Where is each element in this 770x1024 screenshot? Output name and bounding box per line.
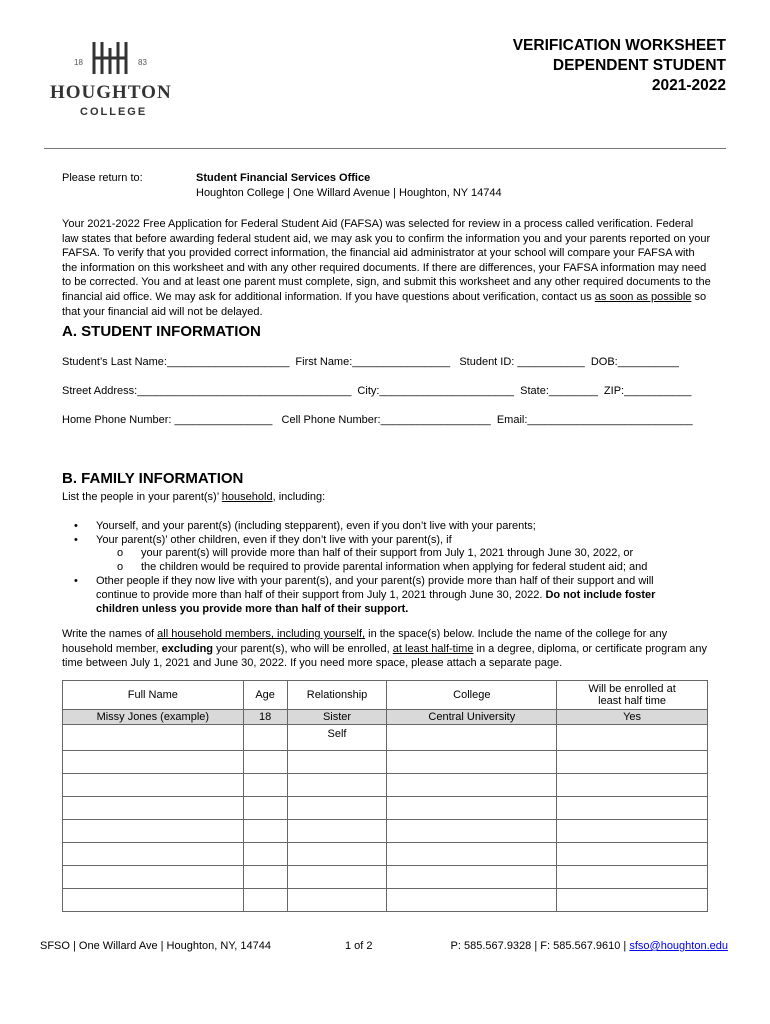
table-row[interactable] (63, 843, 708, 866)
table-row[interactable] (63, 774, 708, 797)
table-row[interactable] (63, 820, 708, 843)
logo-name: HOUGHTON (50, 82, 172, 103)
table-cell[interactable] (287, 889, 387, 912)
sub-bullet-icon: o (117, 561, 124, 573)
table-example-row (63, 710, 708, 725)
bullet-3-line-2: continue to provide more than half of their support from July 1, 2021 through June 30, 2022. (96, 589, 546, 601)
table-cell[interactable] (557, 866, 708, 889)
table-row[interactable] (63, 866, 708, 889)
table-cell[interactable] (243, 797, 287, 820)
write-bold: excluding (161, 642, 214, 655)
title-line-3: 2021-2022 (651, 77, 726, 94)
self-name-cell[interactable] (63, 725, 244, 751)
table-cell[interactable] (63, 820, 244, 843)
worksheet-title (513, 36, 726, 96)
table-cell[interactable] (243, 774, 287, 797)
table-cell[interactable] (287, 751, 387, 774)
footer-phone-fax: P: 585.567.9328 | F: 585.567.9610 | (450, 940, 630, 952)
table-cell[interactable] (287, 774, 387, 797)
list-intro-end: , including: (272, 491, 326, 503)
bullet-1: Yourself, and your parent(s) (including stepparent), even if you don’t live with your parents; (96, 520, 536, 532)
header-college: College (387, 681, 557, 710)
table-cell[interactable] (557, 751, 708, 774)
sub-bullet-1: your parent(s) will provide more than half of their support from July 1, 2021 through June 30, 2022, or (141, 547, 634, 559)
table-cell[interactable] (287, 866, 387, 889)
table-cell[interactable] (63, 866, 244, 889)
logo-year-right: 83 (138, 58, 147, 67)
table-row[interactable] (63, 797, 708, 820)
table-row[interactable] (63, 889, 708, 912)
bullet-3-line-1: Other people if they now live with your parent(s), and your parent(s) provide more than half of their support and will (96, 575, 654, 587)
houghton-logo-mark-icon (48, 40, 178, 80)
section-b-heading: B. FAMILY INFORMATION (62, 470, 244, 487)
household-table (62, 680, 708, 912)
table-cell[interactable] (387, 797, 557, 820)
table-cell[interactable] (387, 843, 557, 866)
table-cell[interactable] (243, 820, 287, 843)
sub-bullet-2: the children would be required to provide parental information when applying for federal student aid; and (141, 561, 648, 573)
table-cell[interactable] (243, 866, 287, 889)
table-cell[interactable] (63, 774, 244, 797)
header-relationship: Relationship (287, 681, 387, 710)
header-divider (44, 148, 726, 149)
header-enrolled-text: Will be enrolled at least half time (588, 683, 676, 707)
return-address: Houghton College | One Willard Avenue | Houghton, NY 14744 (196, 187, 502, 199)
bullet-2: Your parent(s)’ other children, even if they don’t live with your parent(s), if (96, 534, 452, 546)
footer-address: SFSO | One Willard Ave | Houghton, NY, 14744 (40, 940, 271, 952)
table-cell[interactable] (63, 843, 244, 866)
student-address-line[interactable]: Street Address:___________________________________ City:______________________ State:________ ZIP:___________ (62, 385, 692, 397)
example-relationship: Sister (287, 710, 387, 725)
intro-text-end: so that your financial aid will not be delayed. (62, 290, 707, 318)
table-cell[interactable] (557, 797, 708, 820)
student-contact-line[interactable]: Home Phone Number: ________________ Cell Phone Number:__________________ Email:___________________________ (62, 414, 693, 426)
table-cell[interactable] (557, 843, 708, 866)
intro-paragraph (62, 217, 712, 319)
example-college: Central University (387, 710, 557, 725)
title-line-1: VERIFICATION WORKSHEET (512, 37, 726, 54)
bullet-icon: • (74, 534, 78, 546)
self-age-cell[interactable] (243, 725, 287, 751)
footer-page-number: 1 of 2 (345, 940, 373, 952)
household-list-intro (62, 491, 325, 503)
title-line-2: DEPENDENT STUDENT (552, 57, 726, 74)
table-cell[interactable] (63, 797, 244, 820)
write-text-1: Write the names of (62, 628, 158, 640)
table-cell[interactable] (387, 751, 557, 774)
logo-college: COLLEGE (80, 106, 148, 118)
bullet-3 (96, 574, 696, 616)
write-underline-1: all household members, including yourself, (157, 628, 366, 640)
table-cell[interactable] (243, 843, 287, 866)
header-full-name: Full Name (63, 681, 244, 710)
table-cell[interactable] (63, 751, 244, 774)
table-cell[interactable] (243, 889, 287, 912)
list-intro-underlined: household (221, 491, 273, 503)
table-cell[interactable] (387, 774, 557, 797)
table-cell[interactable] (287, 797, 387, 820)
return-label: Please return to: (62, 172, 143, 184)
table-cell[interactable] (387, 866, 557, 889)
example-age: 18 (243, 710, 287, 725)
section-a-heading: A. STUDENT INFORMATION (62, 323, 261, 340)
sub-bullet-icon: o (117, 547, 124, 559)
table-cell[interactable] (243, 751, 287, 774)
write-underline-2: at least half-time (392, 642, 474, 655)
table-cell[interactable] (387, 820, 557, 843)
student-name-line[interactable]: Student’s Last Name:____________________ First Name:________________ Student ID: ___________ DOB:__________ (62, 356, 679, 368)
table-cell[interactable] (557, 820, 708, 843)
table-row[interactable] (63, 725, 708, 751)
write-text-4: in a degree, diploma, or certificate program any time between July 1, 2021 and June 30, 2022. If you need more space, please attach a separate page. (62, 642, 708, 669)
houghton-college-logo (48, 40, 178, 124)
table-header-row (63, 681, 708, 710)
self-enrolled-cell[interactable] (557, 725, 708, 751)
example-name: Missy Jones (example) (63, 710, 244, 725)
bullet-icon: • (74, 575, 78, 587)
header-enrolled (557, 681, 708, 710)
self-relationship-cell: Self (287, 725, 387, 751)
intro-underlined: as soon as possible (594, 290, 692, 303)
table-cell[interactable] (387, 889, 557, 912)
intro-text: Your 2021-2022 Free Application for Federal Student Aid (FAFSA) was selected for review in a process called verification. Federal law states that before awarding federal student aid, we may ask you to confirm the information you and your parents reported on your FAFSA. To verify that you provided correct information, the financial aid administrator at your school will compare your FAFSA with the information on this worksheet and with any other required documents. If there are differences, your FAFSA information may need to be corrected. You and at least one parent must complete, sign, and submit this worksheet and any other required documents to the financial aid office. We may ask for additional information. If you have questions about verification, contact us (62, 218, 711, 303)
list-intro-text: List the people in your parent(s)’ (62, 491, 222, 503)
table-cell[interactable] (557, 889, 708, 912)
return-office: Student Financial Services Office (196, 172, 371, 184)
example-enrolled: Yes (557, 710, 708, 725)
table-cell[interactable] (287, 820, 387, 843)
header-age: Age (243, 681, 287, 710)
footer-email-link[interactable]: sfso@houghton.edu (629, 940, 728, 952)
table-cell[interactable] (557, 774, 708, 797)
write-text-2: in the space(s) below. Include the name of the college for any household member, (62, 628, 668, 655)
table-row[interactable] (63, 751, 708, 774)
write-text-3: your parent(s), who will be enrolled, (213, 642, 393, 655)
bullet-3-bold: Do not include foster children unless you provide more than half of their support. (96, 589, 656, 615)
write-instructions (62, 627, 712, 671)
self-college-cell[interactable] (387, 725, 557, 751)
footer-contact (451, 940, 728, 952)
table-cell[interactable] (63, 889, 244, 912)
bullet-icon: • (74, 520, 78, 532)
table-cell[interactable] (287, 843, 387, 866)
logo-year-left: 18 (74, 58, 83, 67)
